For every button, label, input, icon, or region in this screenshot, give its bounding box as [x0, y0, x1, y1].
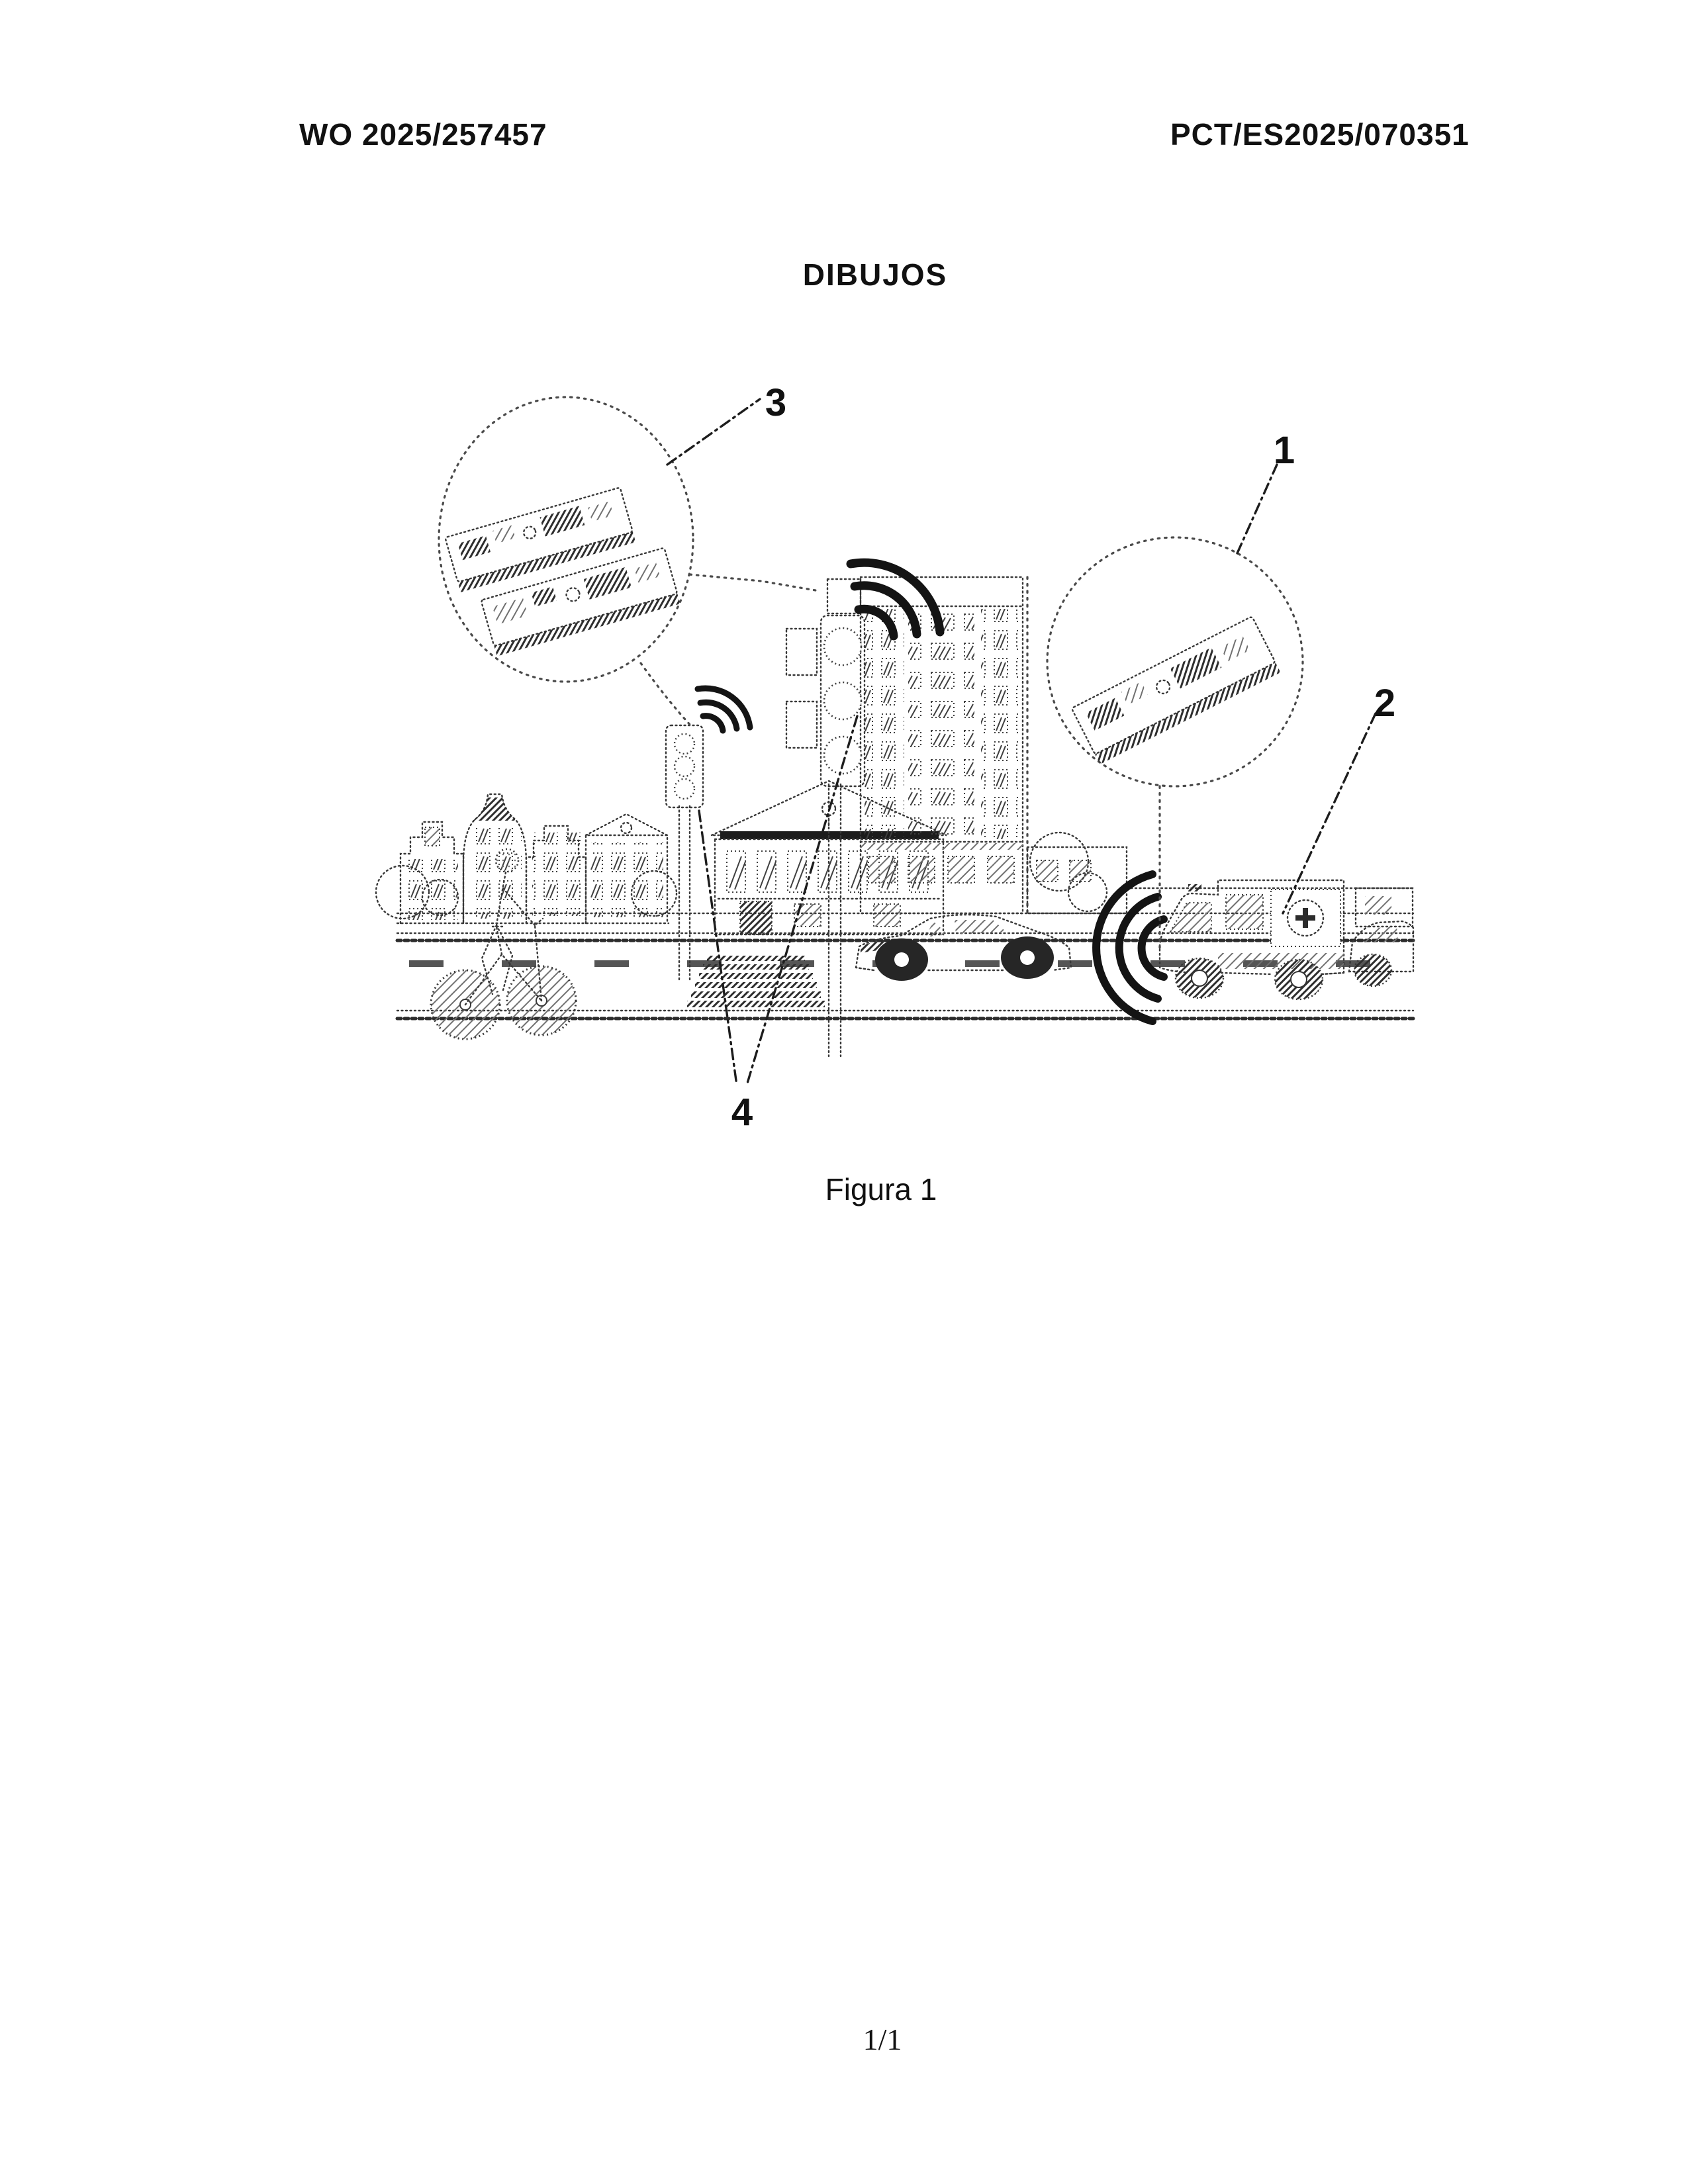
ref-label-1: 1 — [1273, 429, 1295, 472]
page-number: 1/1 — [863, 2023, 902, 2056]
pcb-board-icon — [1072, 616, 1281, 764]
header-publication-number: WO 2025/257457 — [299, 117, 547, 152]
ref-label-3: 3 — [765, 381, 787, 424]
ref-label-4: 4 — [731, 1091, 753, 1134]
header-application-number: PCT/ES2025/070351 — [1170, 117, 1470, 152]
section-title: DIBUJOS — [802, 257, 948, 292]
leader-line-3 — [667, 399, 760, 465]
leader-line-2 — [1283, 713, 1376, 913]
leader-line-1 — [1237, 465, 1277, 553]
pcb-board-icon — [445, 480, 680, 661]
ref-label-2: 2 — [1374, 682, 1396, 725]
callout-circle-infrastructure — [439, 397, 820, 727]
leader-line-4 — [699, 716, 857, 1085]
high-rise-building — [861, 577, 1027, 913]
row-houses — [397, 794, 669, 923]
callout-circle-vehicle — [1047, 537, 1303, 952]
figure-caption: Figura 1 — [825, 1172, 937, 1206]
wifi-signal-icon — [698, 688, 750, 731]
background-wall — [1027, 847, 1413, 927]
figure-1-drawing — [357, 344, 1456, 1178]
ambulance-icon — [1096, 874, 1344, 1021]
rear-car-icon — [1349, 921, 1413, 986]
